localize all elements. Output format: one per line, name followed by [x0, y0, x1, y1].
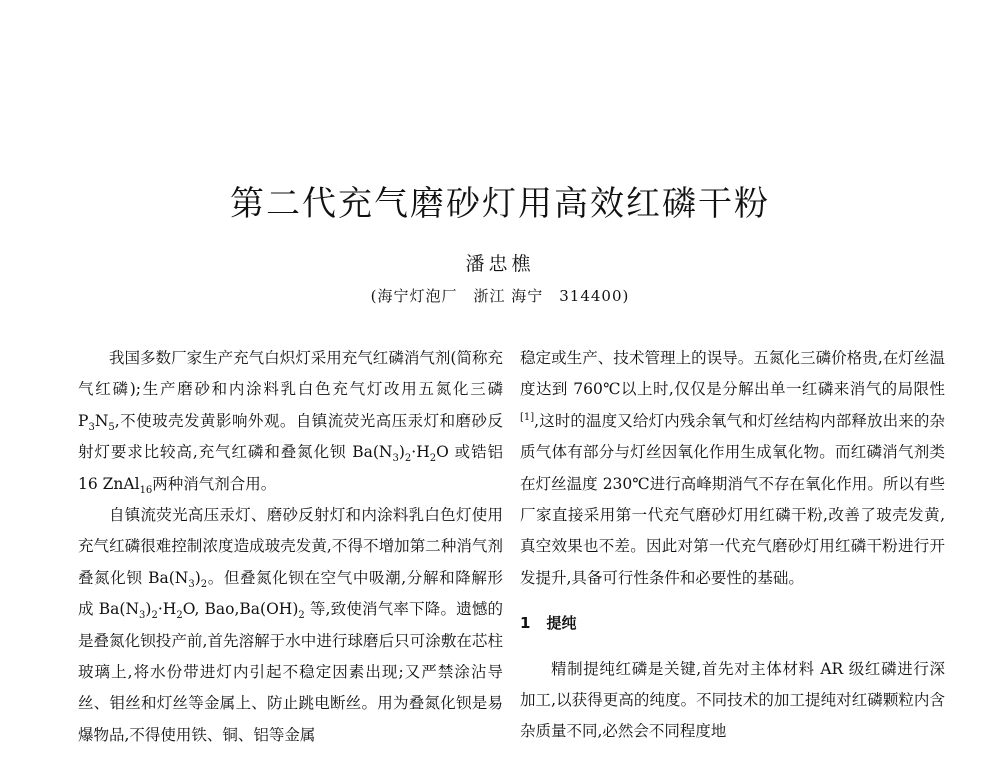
left-column — [78, 343, 503, 751]
author-name: 潘忠樵 — [465, 253, 535, 275]
author-affiliation: (海宁灯泡厂 浙江 海宁 314400) — [370, 287, 630, 305]
section-title: 提纯 — [546, 614, 577, 633]
right-column — [520, 343, 945, 748]
section-number: 1 — [520, 614, 531, 633]
citation-marker: [1] — [520, 411, 535, 423]
paper-title: 第二代充气磨砂灯用高效红磷干粉 — [230, 184, 770, 224]
body-paragraph: 我国多数厂家生产充气白炽灯采用充气红磷消气剂(简称充气红磷);生产磨砂和内涂料乳白色充气灯改用五氮化三磷 $P_3N_5$,不使玻壳发黄影响外观。自镇流荧光高压汞灯和磨砂反射灯要求比较高,充气红磷和叠氮化钡 $Ba(N_3)_2\cdot H_2O$ 或锆铝 16 ZnAl$_{16}$两种消气剂合用。 — [78, 349, 503, 496]
body-paragraph: 稳定或生产、技术管理上的误导。五氮化三磷价格贵,在灯丝温度达到 760℃以上时,仅仅是分解出单一红磷来消气的局限性[1],这时的温度又给灯内残余氧气和灯丝结构内部释放出来的杂质气体有部分与灯丝因氧化作用生成氧化物。而红磷消气剂类在灯丝温度 230℃进行高峰期消气不存在氧化作用。所以有些厂家直接采用第一代充气磨砂灯用红磷干粉,改善了玻壳发黄,真空效果也不差。因此对第一代充气磨砂灯用红磷干粉进行开发提升,具备可行性条件和必要性的基础。 — [520, 349, 945, 587]
section-heading — [520, 608, 945, 639]
body-paragraph: 自镇流荧光高压汞灯、磨砂反射灯和内涂料乳白色灯使用充气红磷很难控制浓度造成玻壳发黄,不得不增加第二种消气剂叠氮化钡 $Ba(N_3)_2$。但叠氮化钡在空气中吸潮,分解和降解形成 $Ba(N_3)_2\cdot H_2O$, $Bao,Ba(OH)_2$ 等,致使消气率下降。遗憾的是叠氮化钡投产前,首先溶解于水中进行球磨后只可涂敷在芯柱玻璃上,将水份带进灯内引起不稳定因素出现;又严禁涂沾导丝、钼丝和灯丝等金属上、防止跳电断丝。用为叠氮化钡是易爆物品,不得使用铁、铜、铝等金属 — [78, 506, 504, 744]
body-paragraph: 精制提纯红磷是关键,首先对主体材料 AR 级红磷进行深加工,以获得更高的纯度。不同技术的加工提纯对红磷颗粒内含杂质量不同,必然会不同程度地 — [520, 659, 945, 741]
